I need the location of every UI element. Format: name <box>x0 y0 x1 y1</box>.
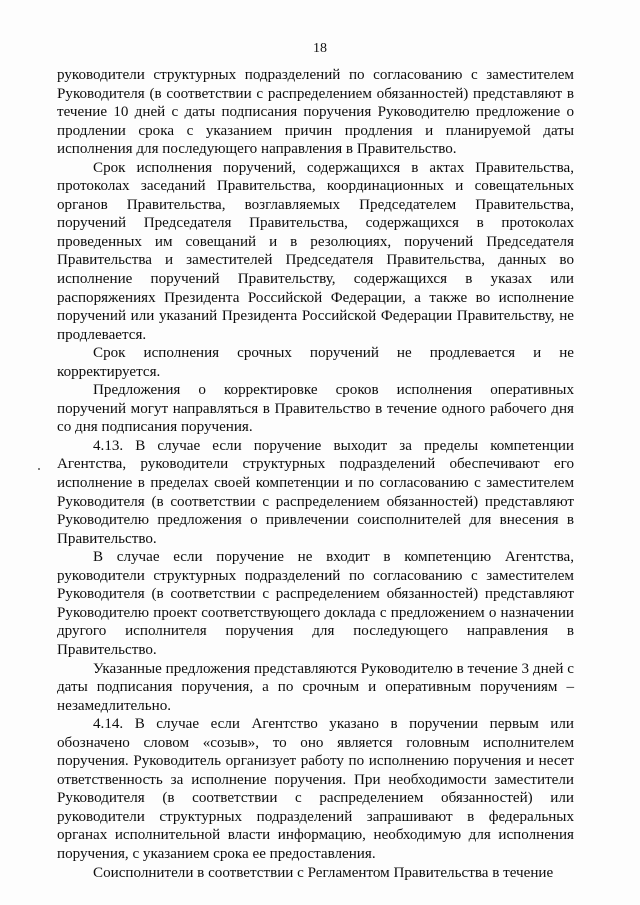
page-number: 18 <box>313 41 327 56</box>
paragraph-9: Соисполнители в соответствии с Регламентом Правительства в течение <box>93 864 554 881</box>
paragraph-4: Предложения о корректировке сроков исполнения оперативных поручений могут направляться в Правительство в течение одного рабочего дня со дня подписания поручения. <box>57 382 574 436</box>
paragraph-8: 4.14. В случае если Агентство указано в поручении первым или обозначено словом «созыв», то оно является головным исполнителем поручения. Руководитель организует работу по исполнению поручения и несет ответственность за исполнение поручения. При необходимости заместители Руководителя (в соответствии с распределением обязанностей) или руководители структурных подразделений запрашивают в федеральных органах исполнительной власти информацию, необходимую для исполнения поручения, с указанием срока ее предоставления. <box>57 716 574 862</box>
paragraph-6: В случае если поручение не входит в компетенцию Агентства, руководители структурных подразделений по согласованию с заместителем Руководителя (в соответствии с распределением обязанностей) представляют Руководителю проект соответствующего доклада с предложением о назначении другого исполнителя поручения для последующего направления в Правительство. <box>57 549 574 658</box>
paragraph-7: Указанные предложения представляются Руководителю в течение 3 дней с даты подписания поручения, а по срочным и оперативным поручениям – незамедлительно. <box>57 660 574 714</box>
paragraph-5: 4.13. В случае если поручение выходит за пределы компетенции Агентства, руководители структурных подразделений обеспечивают его исполнение в пределах своей компетенции и по согласованию с заместителем Руководителя (в соответствии с распределением обязанностей) представляют Руководителю предложения о привлечении соисполнителей для внесения в Правительство. <box>57 437 574 547</box>
paragraph-2: Срок исполнения поручений, содержащихся в актах Правительства, протоколах заседаний Правительства, координационных и совещательных органов Правительства, возглавляемых Председателем Правительства, поручений Председателя Правительства, содержащихся в протоколах проведенных им совещаний и в резолюциях, поручений Председателя Правительства и заместителей Председателя Правительства, данных во исполнение поручений Правительству, содержащихся в указах или распоряжениях Президента Российской Федерации, а также во исполнение поручений или указаний Президента Российской Федерации Правительству, не продлевается. <box>57 159 574 343</box>
document-body <box>57 66 574 882</box>
scan-speck <box>38 468 40 470</box>
paragraph-3: Срок исполнения срочных поручений не продлевается и не корректируется. <box>57 345 574 380</box>
paragraph-1: руководители структурных подразделений по согласованию с заместителем Руководителя (в соответствии с распределением обязанностей) представляют в течение 10 дней с даты подписания поручения Руководителю предложение о продлении срока с указанием причин продления и планируемой даты исполнения для последующего направления в Правительство. <box>57 67 574 158</box>
